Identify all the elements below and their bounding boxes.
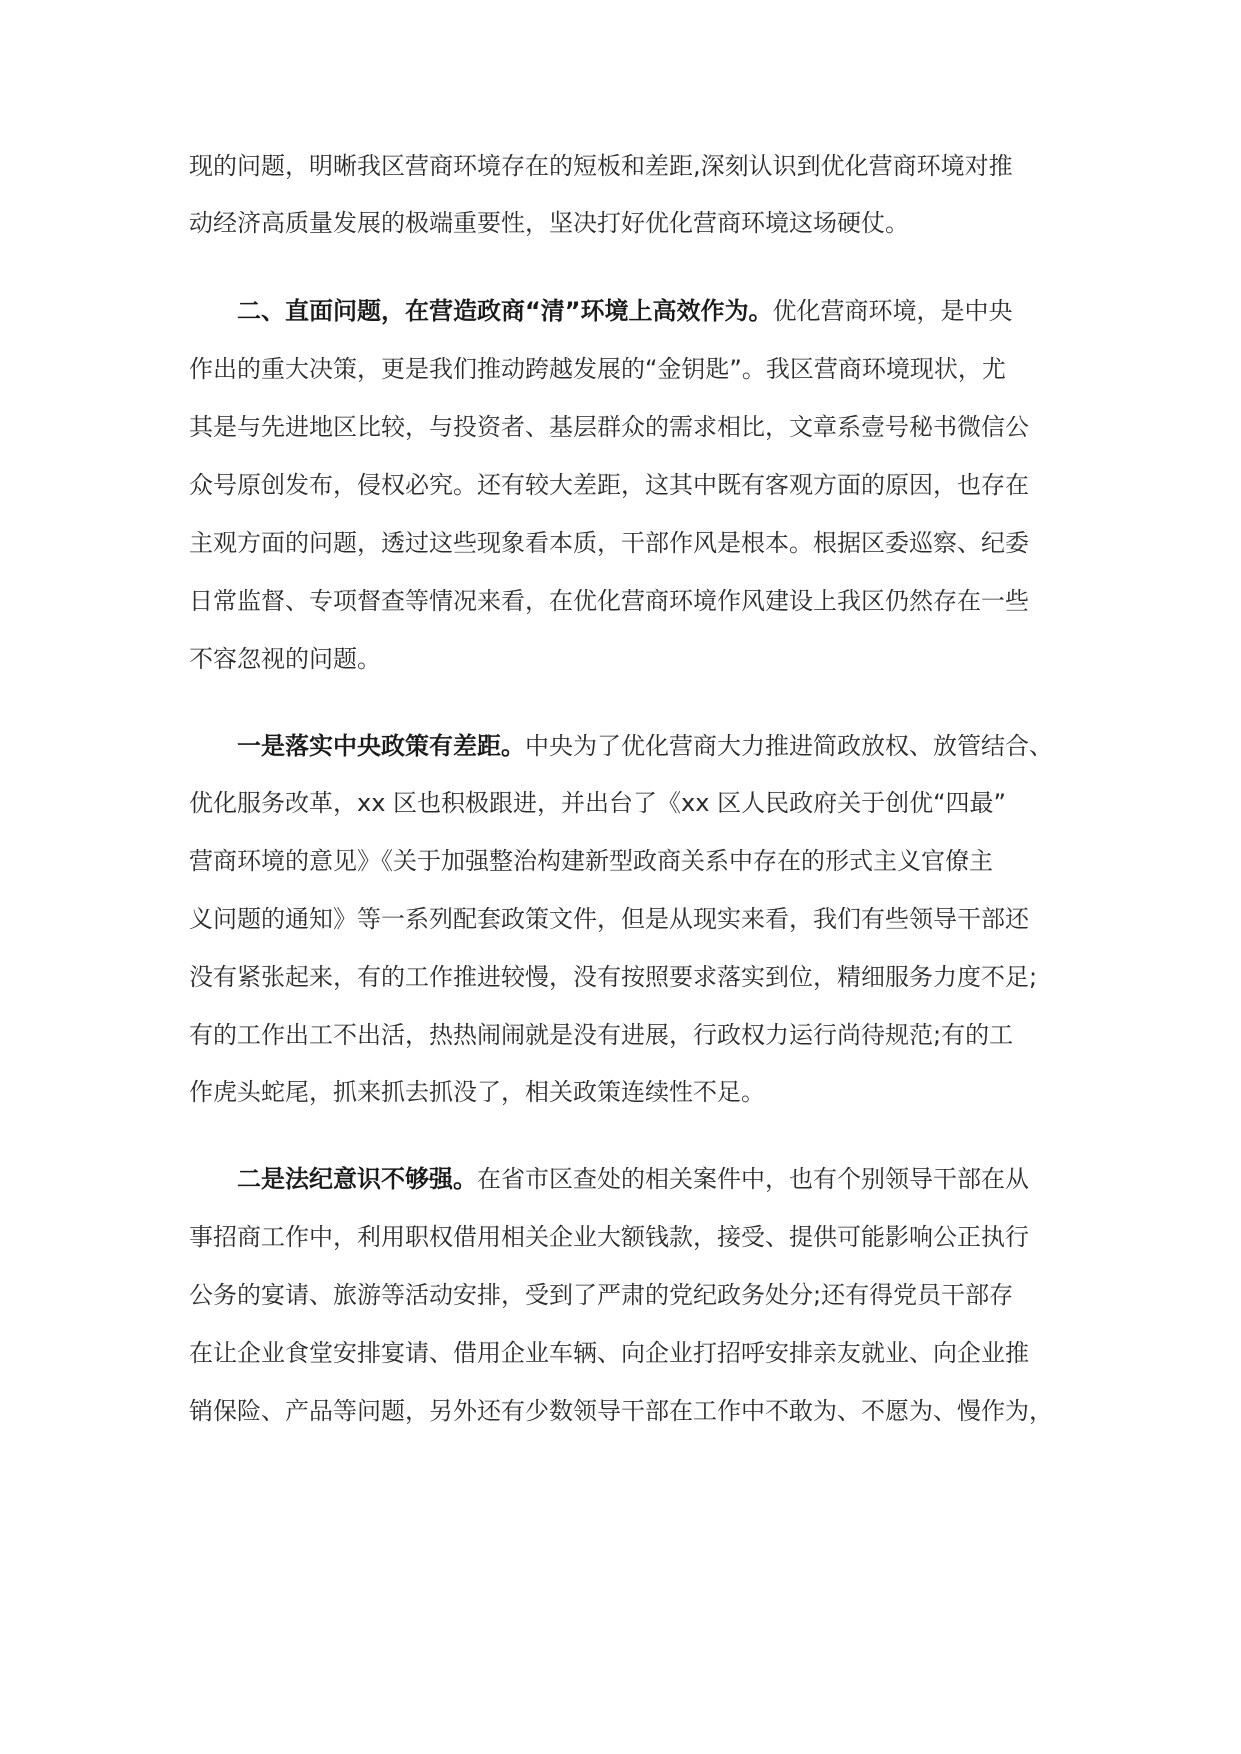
line-text: 公务的宴请、旅游等活动安排，受到了严肃的党纪政务处分;还有得党员干部存 <box>189 1281 1014 1309</box>
paragraph-line <box>189 1395 1059 1427</box>
paragraph-line <box>189 961 1059 993</box>
paragraph-line <box>189 585 1059 617</box>
paragraph-line <box>189 845 1059 877</box>
line-text: 事招商工作中，利用职权借用相关企业大额钱款，接受、提供可能影响公正执行 <box>189 1223 1029 1251</box>
line-text: 优化服务改革，xx 区也积极跟进，并出台了《xx 区人民政府关于创优“四最” <box>189 789 1006 817</box>
paragraph-line <box>189 1076 1059 1108</box>
line-text: 销保险、产品等问题，另外还有少数领导干部在工作中不敢为、不愿为、慢作为， <box>189 1397 1053 1425</box>
paragraph-line <box>189 1221 1059 1253</box>
line-text: 营商环境的意见》《关于加强整治构建新型政商关系中存在的形式主义官僚主 <box>189 847 993 875</box>
line-text: 有的工作出工不出活，热热闹闹就是没有进展，行政权力运行尚待规范;有的工 <box>189 1021 1014 1049</box>
paragraph-line <box>189 411 1059 443</box>
line-text: 日常监督、专项督查等情况来看，在优化营商环境作风建设上我区仍然存在一些 <box>189 587 1029 615</box>
subsection-heading: 一是落实中央政策有差距。 <box>237 732 525 760</box>
paragraph-line <box>189 1019 1059 1051</box>
subsection-heading: 二是法纪意识不够强。 <box>237 1165 477 1193</box>
line-text: 在让企业食堂安排宴请、借用企业车辆、向企业打招呼安排亲友就业、向企业推 <box>189 1339 1029 1367</box>
paragraph-line <box>189 207 1059 239</box>
paragraph-line <box>189 787 1059 819</box>
line-text: 义问题的通知》等一系列配套政策文件，但是从现实来看，我们有些领导干部还 <box>189 905 1029 933</box>
paragraph-line <box>189 353 1059 385</box>
line-text: 众号原创发布，侵权必究。还有较大差距，这其中既有客观方面的原因，也存在 <box>189 471 1029 499</box>
paragraph-line <box>189 527 1059 559</box>
line-text: 中央为了优化营商大力推进简政放权、放管结合、 <box>525 732 1053 760</box>
line-text: 作虎头蛇尾，抓来抓去抓没了，相关政策连续性不足。 <box>189 1078 765 1106</box>
line-text: 其是与先进地区比较，与投资者、基层群众的需求相比，文章系壹号秘书微信公 <box>189 413 1029 441</box>
line-text: 没有紧张起来，有的工作推进较慢，没有按照要求落实到位，精细服务力度不足; <box>189 963 1038 991</box>
paragraph-line <box>237 1163 1059 1195</box>
paragraph-line <box>189 1337 1059 1369</box>
line-text: 在省市区查处的相关案件中，也有个别领导干部在从 <box>477 1165 1029 1193</box>
paragraph-line <box>189 150 1059 182</box>
paragraph-line <box>189 1279 1059 1311</box>
line-text: 现的问题，明晰我区营商环境存在的短板和差距,深刻认识到优化营商环境对推 <box>189 152 1013 180</box>
paragraph-line <box>237 730 1059 762</box>
section-heading: 二、直面问题，在营造政商“清”环境上高效作为。 <box>237 297 773 325</box>
line-text: 动经济高质量发展的极端重要性，坚决打好优化营商环境这场硬仗。 <box>189 209 909 237</box>
line-text: 主观方面的问题，透过这些现象看本质，干部作风是根本。根据区委巡察、纪委 <box>189 529 1029 557</box>
line-text: 作出的重大决策，更是我们推动跨越发展的“金钥匙”。我区营商环境现状，尤 <box>189 355 1006 383</box>
paragraph-line <box>189 643 1059 675</box>
paragraph-line <box>189 903 1059 935</box>
paragraph-line <box>189 469 1059 501</box>
line-text: 不容忽视的问题。 <box>189 645 381 673</box>
line-text: 优化营商环境，是中央 <box>772 297 1013 325</box>
paragraph-line <box>237 295 1059 327</box>
